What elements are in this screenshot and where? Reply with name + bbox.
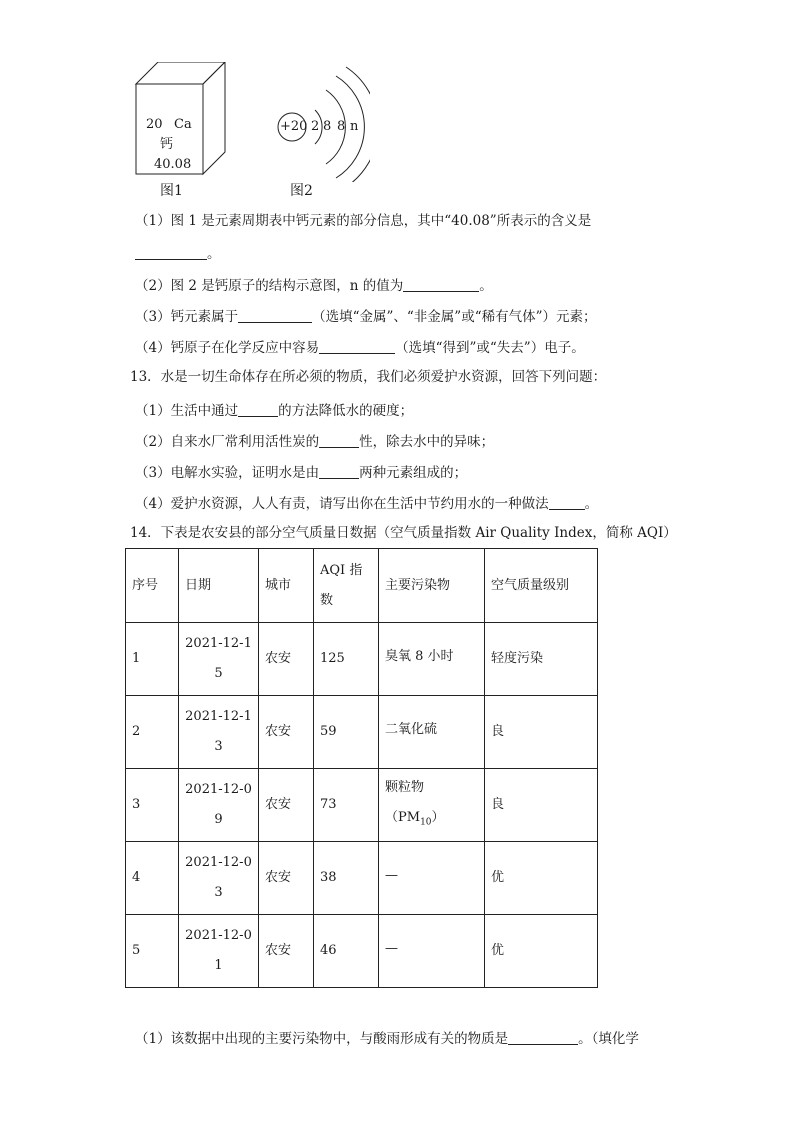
cell-no: 5 bbox=[126, 915, 179, 988]
cell-city: 农安 bbox=[259, 696, 314, 769]
nucleus-charge: +20 bbox=[280, 119, 308, 134]
q13-part1: （1）生活中通过 的方法降低水的硬度； bbox=[135, 403, 414, 419]
answer-blank[interactable] bbox=[238, 309, 312, 323]
table-row bbox=[126, 915, 598, 988]
table-header-row bbox=[126, 549, 598, 623]
cell-level: 轻度污染 bbox=[485, 623, 598, 696]
cell-aqi: 73 bbox=[314, 769, 379, 842]
cell-date: 2021-12-01 bbox=[179, 915, 259, 988]
shell-1-electrons: 2 bbox=[311, 119, 320, 134]
figure2-caption: 图2 bbox=[290, 183, 313, 199]
cell-aqi: 125 bbox=[314, 623, 379, 696]
cell-pollutant: 二氧化硫 bbox=[379, 696, 485, 769]
q12-part1-answer: 。 bbox=[135, 246, 221, 262]
cell-level: 优 bbox=[485, 915, 598, 988]
cell-city: 农安 bbox=[259, 623, 314, 696]
table-row bbox=[126, 696, 598, 769]
q14-part1: （1）该数据中出现的主要污染物中，与酸雨形成有关的物质是 。（填化学 bbox=[135, 1031, 639, 1047]
cell-level: 良 bbox=[485, 769, 598, 842]
answer-blank[interactable] bbox=[508, 1031, 578, 1045]
q12-part4: （4）钙原子在化学反应中容易 （选填“得到”或“失去”）电子。 bbox=[135, 340, 585, 356]
answer-blank[interactable] bbox=[549, 496, 585, 510]
q13-stem: 13．水是一切生命体存在所必须的物质，我们必须爱护水资源，回答下列问题： bbox=[130, 369, 607, 385]
aqi-table bbox=[125, 548, 598, 988]
cell-date: 2021-12-13 bbox=[179, 696, 259, 769]
cell-pollutant: — bbox=[379, 842, 485, 915]
shell-3-electrons: 8 bbox=[337, 119, 346, 134]
shell-2-electrons: 8 bbox=[323, 119, 332, 134]
cell-no: 4 bbox=[126, 842, 179, 915]
cell-no: 2 bbox=[126, 696, 179, 769]
header-city: 城市 bbox=[259, 549, 314, 623]
atomic-number: 20 bbox=[146, 117, 163, 132]
cell-aqi: 59 bbox=[314, 696, 379, 769]
element-symbol: Ca bbox=[174, 117, 192, 132]
cell-date: 2021-12-03 bbox=[179, 842, 259, 915]
answer-blank[interactable] bbox=[238, 403, 278, 417]
cell-city: 农安 bbox=[259, 842, 314, 915]
header-aqi: AQI 指数 bbox=[314, 549, 379, 623]
table-row bbox=[126, 623, 598, 696]
cell-city: 农安 bbox=[259, 915, 314, 988]
cell-no: 3 bbox=[126, 769, 179, 842]
q12-part3: （3）钙元素属于 （选填“金属”、“非金属”或“稀有气体”）元素； bbox=[135, 309, 597, 325]
cell-aqi: 38 bbox=[314, 842, 379, 915]
element-name: 钙 bbox=[160, 137, 174, 152]
atomic-mass: 40.08 bbox=[154, 157, 192, 172]
q14-stem: 14．下表是农安县的部分空气质量日数据（空气质量指数 Air Quality Index，简称 AQI） bbox=[130, 525, 677, 541]
answer-blank[interactable] bbox=[319, 340, 395, 354]
q12-part1: （1）图 1 是元素周期表中钙元素的部分信息，其中“40.08”所表示的含义是 bbox=[135, 213, 592, 229]
header-date: 日期 bbox=[179, 549, 259, 623]
answer-blank[interactable] bbox=[135, 246, 207, 260]
q13-part2: （2）自来水厂常利用活性炭的 性，除去水中的异味； bbox=[135, 434, 495, 450]
table-row bbox=[126, 842, 598, 915]
q13-part4: （4）爱护水资源，人人有责，请写出你在生活中节约用水的一种做法 。 bbox=[135, 496, 599, 512]
table-row bbox=[126, 769, 598, 842]
figure1-caption: 图1 bbox=[160, 183, 183, 199]
shell-4-electrons: n bbox=[350, 119, 359, 134]
cell-city: 农安 bbox=[259, 769, 314, 842]
cell-no: 1 bbox=[126, 623, 179, 696]
cell-pollutant: — bbox=[379, 915, 485, 988]
figures-area bbox=[130, 62, 390, 202]
answer-blank[interactable] bbox=[319, 434, 359, 448]
cell-level: 良 bbox=[485, 696, 598, 769]
cell-date: 2021-12-09 bbox=[179, 769, 259, 842]
header-no: 序号 bbox=[126, 549, 179, 623]
cell-date: 2021-12-15 bbox=[179, 623, 259, 696]
answer-blank[interactable] bbox=[403, 278, 479, 292]
cell-aqi: 46 bbox=[314, 915, 379, 988]
header-level: 空气质量级别 bbox=[485, 549, 598, 623]
q13-part3: （3）电解水实验，证明水是由 两种元素组成的； bbox=[135, 465, 468, 481]
answer-blank[interactable] bbox=[319, 465, 359, 479]
cell-pollutant: 颗粒物$(PM_{10})$ bbox=[379, 769, 485, 842]
header-pollutant: 主要污染物 bbox=[379, 549, 485, 623]
cell-level: 优 bbox=[485, 842, 598, 915]
q12-part2: （2）图 2 是钙原子的结构示意图，n 的值为 。 bbox=[135, 278, 493, 294]
cell-pollutant: 臭氧 8 小时 bbox=[379, 623, 485, 696]
